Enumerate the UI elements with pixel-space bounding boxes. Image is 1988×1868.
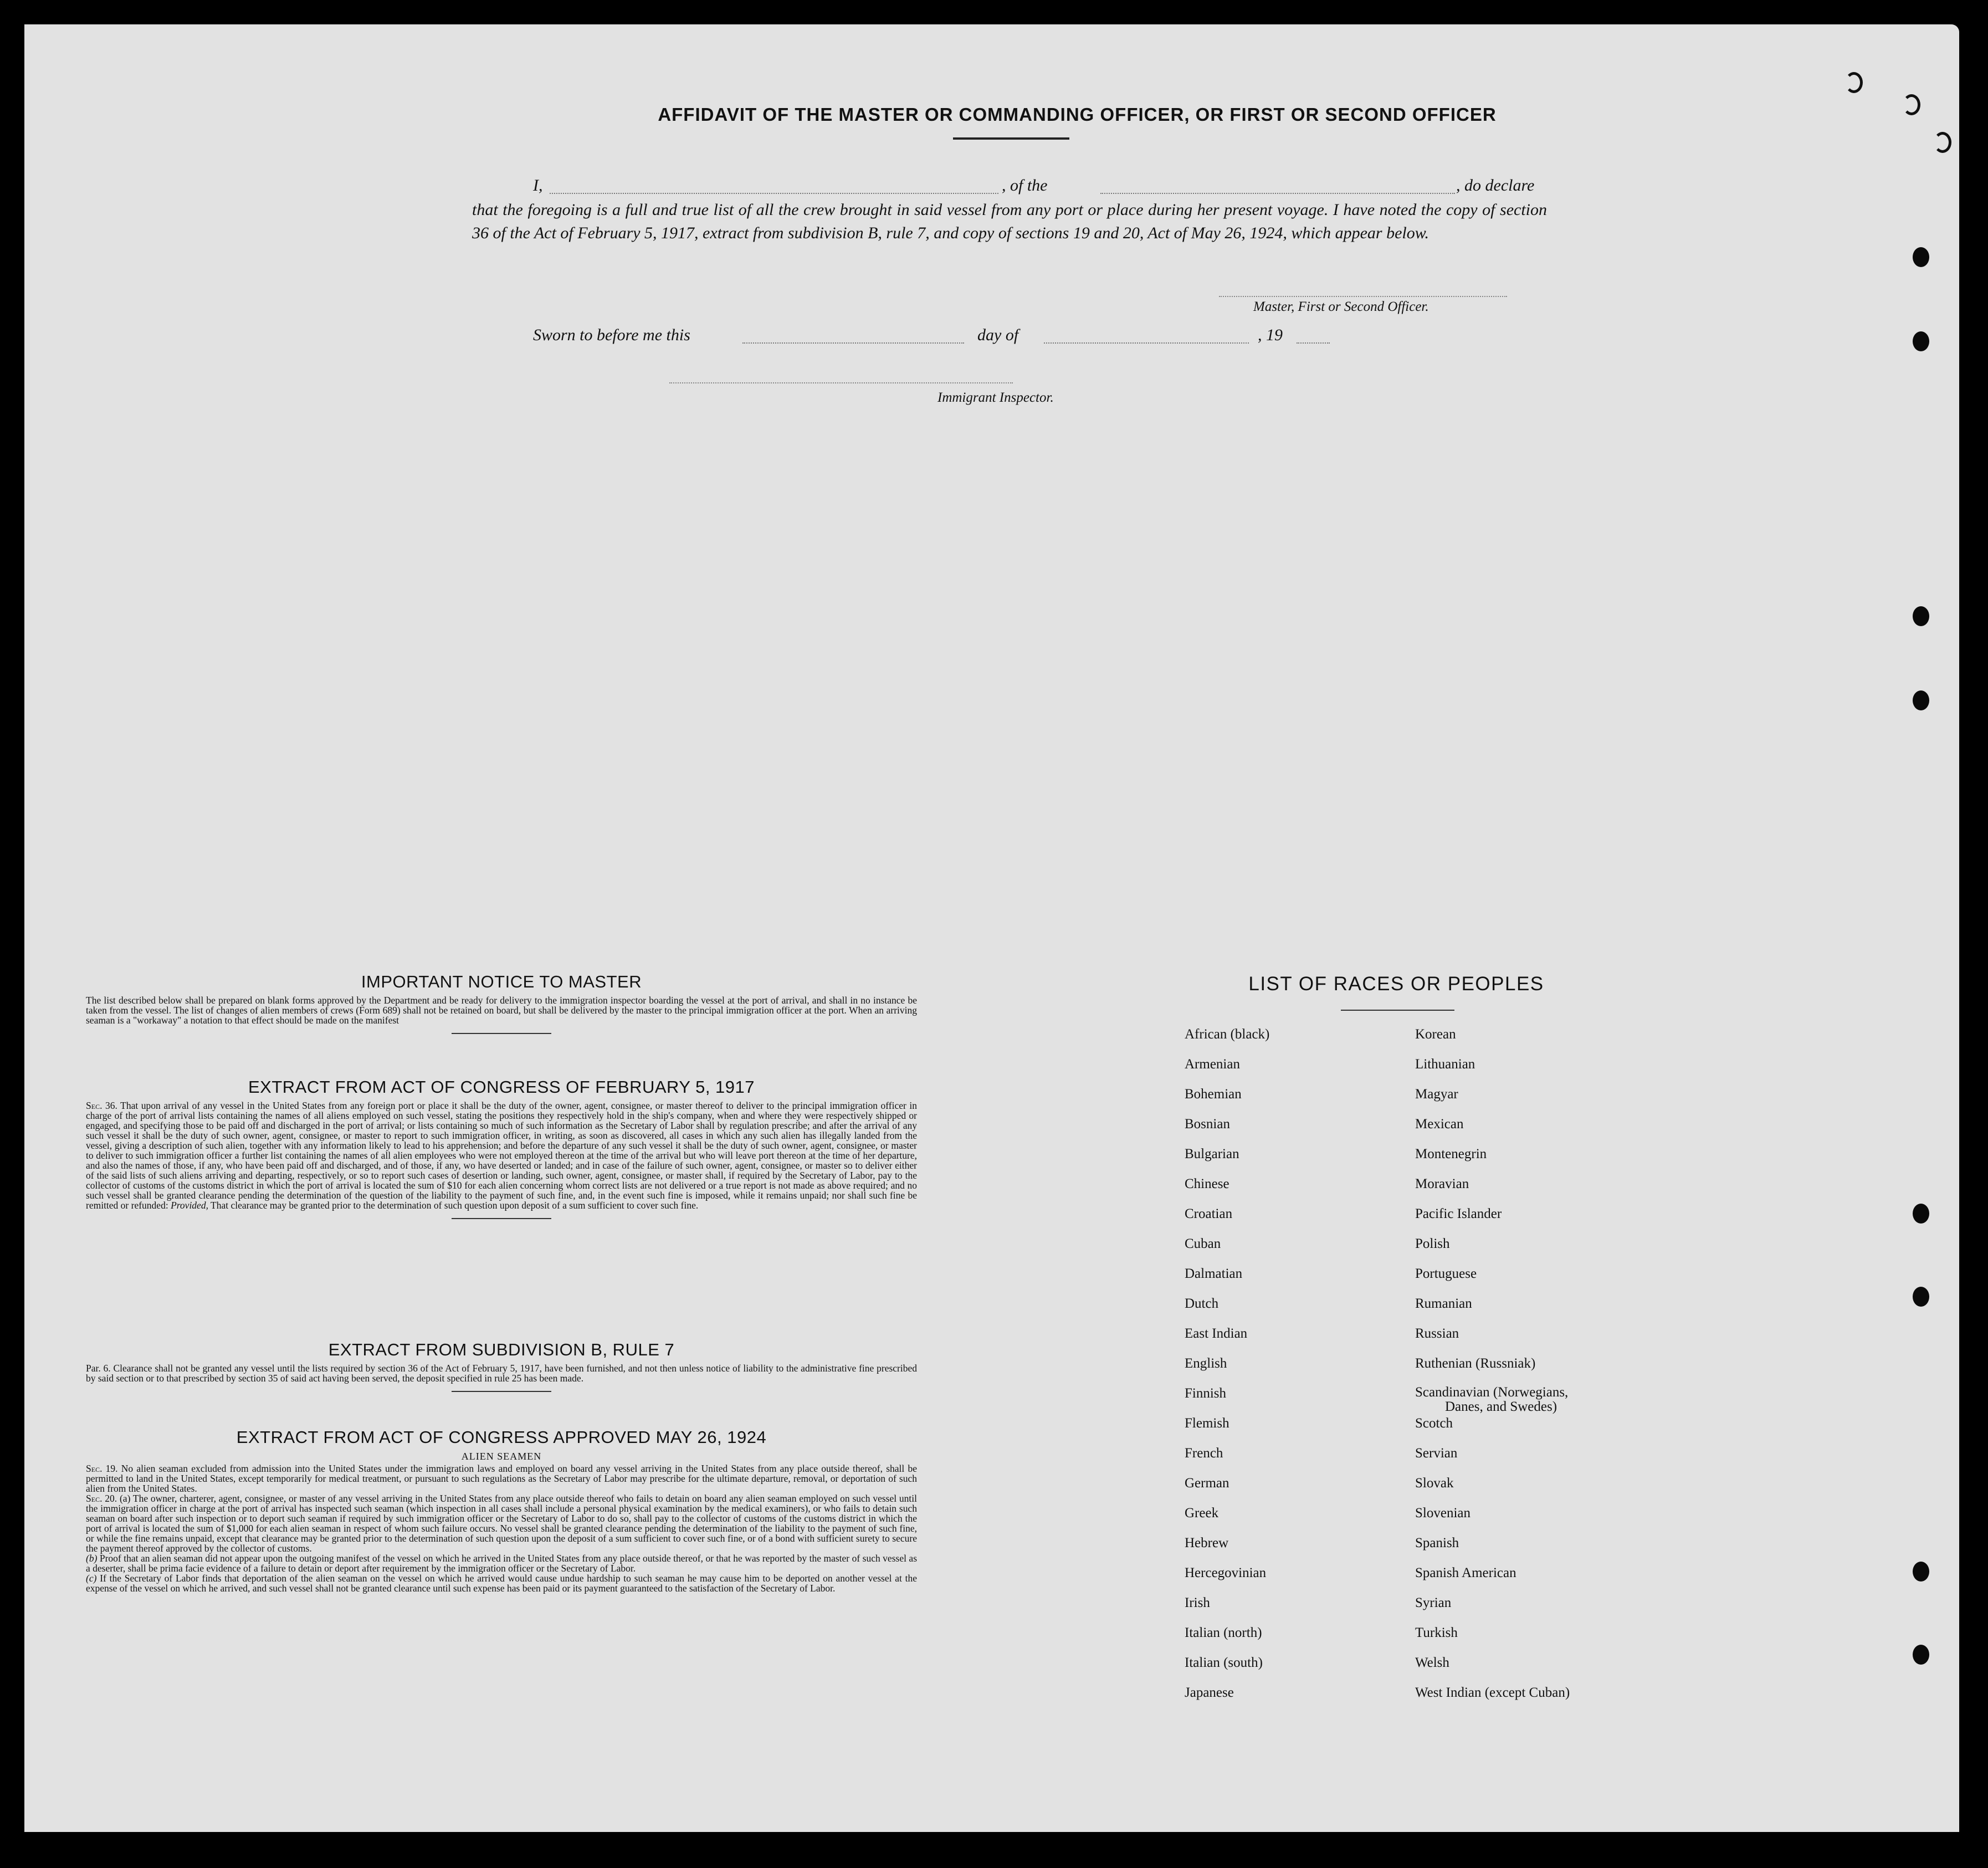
rule-7-body: Par. 6. Clearance shall not be granted any vessel until the lists required by section 36 of the Act of February 5, 1917, have been furnished, and not then unless notice of liability to the administrative fine prescribed by said section or to that prescribed by section 35 of said act having been served, the deposit specified in rule 25 has been made. [86,1363,917,1384]
race-item: Mexican [1415,1117,1464,1132]
race-item: Bulgarian [1185,1147,1239,1161]
race-item: Welsh [1415,1655,1449,1670]
race-item: Slovak [1415,1476,1454,1491]
race-item: Scotch [1415,1416,1453,1431]
race-item: Italian (north) [1185,1625,1262,1640]
race-item: Turkish [1415,1625,1458,1640]
sec-20b-text: Proof that an alien seaman did not appear upon the outgoing manifest of the vessel on which he arrived in the United States from any place outside thereof, or that he was reported by the master of such vessel as a deserter, shall be prima facie evidence of a failure to detain or deport after requirement by the immigration officer or the Secretary of Labor. [86,1553,917,1574]
race-item: Rumanian [1415,1296,1472,1311]
race-item: Slovenian [1415,1506,1470,1521]
races-rule [1341,1010,1454,1011]
sec-36-label: Sec. 36. [86,1100,117,1111]
race-item: Russian [1415,1326,1459,1341]
race-item: Greek [1185,1506,1219,1521]
race-item: Hercegovinian [1185,1565,1267,1580]
race-item: West Indian (except Cuban) [1415,1685,1570,1700]
binder-hole [1913,1645,1929,1665]
race-item: Lithuanian [1415,1057,1475,1072]
section-rule [452,1391,551,1392]
proviso-label: Provided, [171,1200,208,1211]
extract-rule-7 [86,1340,917,1392]
declaration-text: that the foregoing is a full and true list of all the crew brought in said vessel from any port or place during her present voyage. I have noted the copy of section 36 of the Act of February 5, 1917, extract from subdivision B, rule 7, and copy of sections 19 and 20, Act of May 26, 1924, which appear below. [472,201,1547,242]
notice-body: The list described below shall be prepared on blank forms approved by the Department and be ready for delivery to the immigration inspector boarding the vessel at the port of arrival, and shall in no instance be taken from the vessel. The list of changes of alien members of crews (Form 689) shall not be retained on board, but shall be delivered by the master to the principal immigration officer at the port. When an arriving seaman is a "workaway" a notation to that effect should be made on the manifest [86,995,917,1026]
races-column-1 [1185,1026,1269,1715]
race-item: German [1185,1476,1229,1491]
alien-seamen-subtitle: ALIEN SEAMEN [461,1451,542,1462]
master-signature-line[interactable] [1219,296,1507,297]
notice-title: IMPORTANT NOTICE TO MASTER [361,972,642,991]
race-item: Cuban [1185,1236,1221,1251]
master-label: Master, First or Second Officer. [1253,299,1429,314]
sec-20c-label: (c) [86,1573,97,1584]
sec-19-body [86,1463,917,1493]
binder-hole [1913,1562,1929,1582]
important-notice [86,972,917,1034]
affidavit-title: AFFIDAVIT OF THE MASTER OR COMMANDING OFFICER, OR FIRST OR SECOND OFFICER [658,104,1497,125]
race-item: Hebrew [1185,1536,1229,1550]
race-item: Syrian [1415,1595,1452,1610]
race-item: Dutch [1185,1296,1219,1311]
scandinavian-line-1: Scandinavian (Norwegians, [1415,1385,1569,1400]
race-item: Italian (south) [1185,1655,1263,1670]
sworn-label: Sworn to before me this [533,326,690,344]
do-declare-label: , do declare [1456,176,1535,195]
races-title: LIST OF RACES OR PEOPLES [1248,973,1544,995]
sec-20a-body [86,1493,917,1553]
binder-hole [1913,1287,1929,1307]
vessel-field[interactable] [1100,193,1455,194]
race-item: African (black) [1185,1027,1270,1042]
race-item: Moravian [1415,1176,1469,1191]
sworn-month-field[interactable] [1044,342,1249,344]
sec-19-label: Sec. 19. [86,1463,118,1474]
extract-1917 [86,1077,917,1219]
binder-hole [1913,1204,1929,1224]
sec-36-text: That upon arrival of any vessel in the United States from any foreign port or place it shall be the duty of the owner, agent, consignee, or master thereof to deliver to the principal immigration officer in charge of the port of arrival lists containing the names of all aliens employed on such vessel, stating the positions they respectively hold in the ship's company, when and where they were respectively shipped or engaged, and specifying those to be paid off and discharged in the port of arrival; or lists containing so much of such information as the Secretary of Labor shall by regulation prescribe; and after the arrival of any such vessel it shall be the duty of such owner, agent, consignee, or master to report to such immigration officer, in writing, as soon as discovered, all cases in which any such alien has illegally landed from the vessel, giving a description of such alien, together with any information likely to lead to his apprehension; and before the departure of any such vessel it shall be the duty of such owner, agent, consignee, or master to deliver to such immigration officer a further list containing the names of all alien employees who were not employed thereon at the time of the arrival but who will leave port thereon at the time of her departure, and also the names of those, if any, who have been paid off and discharged, and of those, if any, wo have deserted or landed; and in case of the failure of such owner, agent, consignee, or master so to deliver either of the said lists of such aliens arriving and departing, respectively, or so to report such cases of desertion or landing, such owner, agent, consignee, or master shall, if required by the Secretary of Labor, pay to the collector of customs of the customs district in which the port of arrival is located the sum of $10 for each alien concerning whom correct lists are not delivered or a true report is not made as above required; and no such vessel shall be granted clearance pending the determination of the question of the liability to the payment of such fine, and, in the event such fine is imposed, while it remains unpaid; nor shall such fine be remitted or refunded: [86,1100,917,1211]
race-item: Spanish American [1415,1565,1516,1580]
of-the-label: , of the [1002,176,1048,195]
race-item: Chinese [1185,1176,1229,1191]
race-item: Armenian [1185,1057,1240,1072]
sec-20-label: Sec. 20. [86,1493,117,1504]
sec-20a-text: (a) The owner, charterer, agent, consignee, or master of any vessel arriving in the United States from any place outside thereof who fails to detain on board any alien seaman employed on such vessel until the immigration officer in charge at the port of arrival has inspected such seaman (which inspection in all cases shall include a personal physical examination by the medical examiners), or who fails to detain such seaman on board after such inspection or to deport such seaman if required by such immigration officer or the Secretary of Labor to do so, shall pay to the collector of customs of the customs district in which the port of arrival is located the sum of $1,000 for each alien seaman in respect of whom such failure occurs. No vessel shall be granted clearance pending the determination of the liability to the payment of such fine, or while the fine remains unpaid, except that clearance may be granted prior to the determination of such question upon the deposit of a sum sufficient to cover such fine, or of a bond with sufficient surety to secure the payment thereof approved by the collector of customs. [86,1493,918,1554]
race-item: Magyar [1415,1087,1458,1102]
sec-20c-text: If the Secretary of Labor finds that deportation of the alien seaman on the vessel on which he arrived would cause undue hardship to such seaman he may cause him to be deported on another vessel at the expense of the vessel on which he arrived, and such vessel shall not be granted clearance until such expense has been paid or its payment guaranteed to the satisfaction of the Secretary of Labor. [86,1573,917,1594]
rule-7-title: EXTRACT FROM SUBDIVISION B, RULE 7 [328,1340,675,1359]
section-rule [452,1218,551,1219]
race-item: Pacific Islander [1415,1206,1502,1221]
race-item: Bohemian [1185,1087,1242,1102]
race-item: Spanish [1415,1536,1459,1550]
race-item: Servian [1415,1446,1458,1461]
race-item: Finnish [1185,1386,1227,1401]
sec-20c-body [86,1573,917,1593]
races-column-2 [1415,1026,1570,1715]
race-item: Croatian [1185,1206,1233,1221]
extract-1924-title: EXTRACT FROM ACT OF CONGRESS APPROVED MAY 26, 1924 [236,1427,767,1447]
binder-hole [1913,331,1929,351]
race-item: Polish [1415,1236,1450,1251]
race-item: Japanese [1185,1685,1234,1700]
binder-hole [1913,606,1929,626]
race-item: English [1185,1356,1227,1371]
proviso-text: That clearance may be granted prior to the determination of such question upon deposit of a sum sufficient to cover such fine. [211,1200,699,1211]
sec-20b-body [86,1553,917,1573]
race-item: East Indian [1185,1326,1248,1341]
extract-1917-body [86,1101,917,1210]
race-item: Montenegrin [1415,1147,1487,1161]
sec-20b-label: (b) [86,1553,98,1564]
sworn-day-field[interactable] [742,342,964,344]
extract-1924 [86,1427,917,1593]
extract-1917-title: EXTRACT FROM ACT OF CONGRESS OF FEBRUARY 5, 1917 [248,1077,755,1097]
race-item: French [1185,1446,1223,1461]
day-of-label: day of [977,326,1019,344]
year-label: , 19 [1258,326,1283,344]
race-item: Flemish [1185,1416,1229,1431]
sworn-year-field[interactable] [1297,342,1330,344]
inspector-signature-line[interactable] [669,382,1013,383]
race-item-scandinavian [1415,1385,1570,1415]
race-item: Korean [1415,1027,1456,1042]
race-item: Ruthenian (Russniak) [1415,1356,1536,1371]
section-rule [452,1033,551,1034]
race-item: Dalmatian [1185,1266,1243,1281]
race-item: Irish [1185,1595,1210,1610]
binder-hole [1913,690,1929,710]
race-item: Bosnian [1185,1117,1230,1132]
race-item: Portuguese [1415,1266,1477,1281]
binder-hole [1845,72,1863,93]
title-rule [953,137,1069,140]
scandinavian-line-2: Danes, and Swedes) [1445,1399,1557,1414]
inspector-label: Immigrant Inspector. [937,390,1054,405]
i-label: I, [533,176,543,195]
binder-hole [1913,247,1929,267]
sec-19-text: No alien seaman excluded from admission into the United States under the immigration laws and employed on board any vessel arriving in the United States from any place outside thereof, shall be permitted to land in the United States, except temporarily for medical treatment, or pursuant to such regulations as the Secretary of Labor may prescribe for the ultimate departure, removal, or deportation of such alien from the United States. [86,1463,917,1494]
binder-hole [1934,132,1951,153]
name-field[interactable] [550,193,998,194]
